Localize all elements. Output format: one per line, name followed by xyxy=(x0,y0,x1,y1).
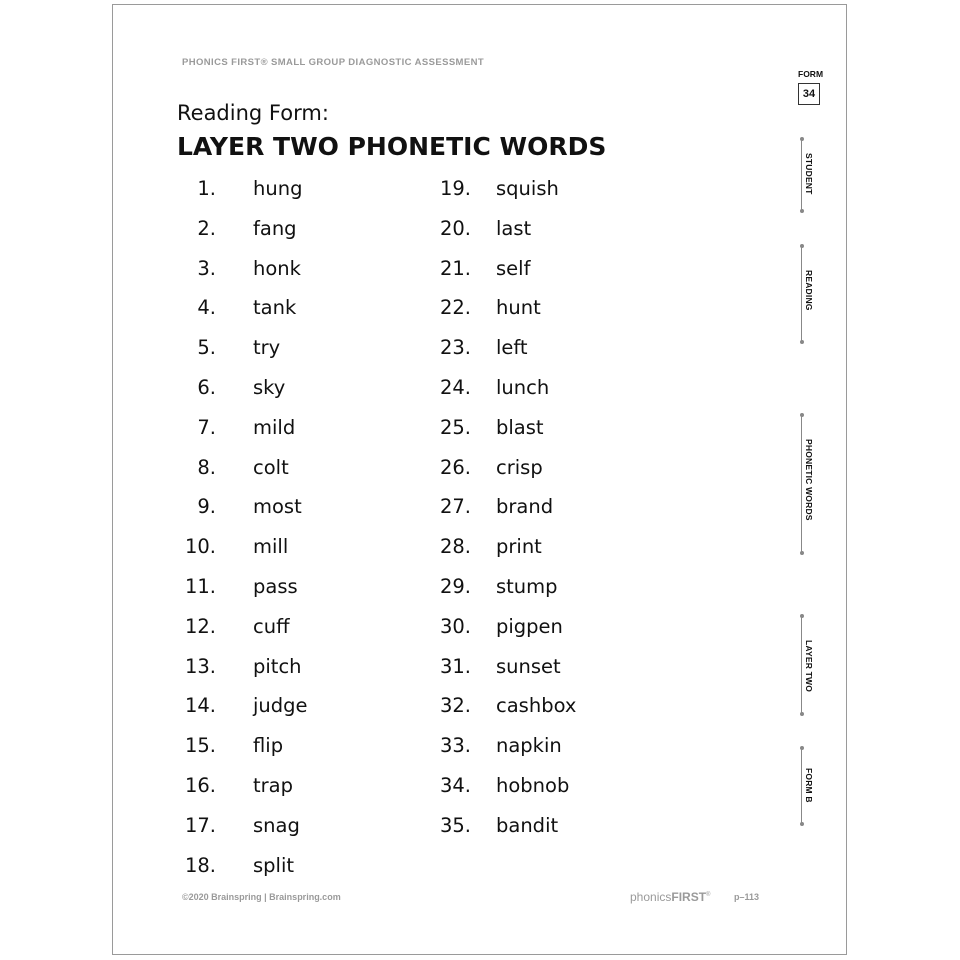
word-text: judge xyxy=(253,694,308,718)
word-number: 17. xyxy=(184,813,216,837)
word-number: 30. xyxy=(439,614,471,638)
word-text: blast xyxy=(496,415,544,439)
word-text: try xyxy=(253,336,281,360)
word-text: pass xyxy=(253,574,298,598)
word-number: 8. xyxy=(197,455,216,479)
word-number: 25. xyxy=(439,415,471,439)
word-text: cashbox xyxy=(496,694,577,718)
word-text: napkin xyxy=(496,734,562,758)
tab-phonetic-words xyxy=(801,415,815,553)
word-number: 23. xyxy=(439,336,471,360)
word-number: 11. xyxy=(184,574,216,598)
word-number: 35. xyxy=(439,813,471,837)
page-title: LAYER TWO PHONETIC WORDS xyxy=(177,132,607,161)
word-text: tank xyxy=(253,296,297,320)
tab-reading xyxy=(801,246,815,342)
word-number: 26. xyxy=(439,455,471,479)
word-text: hung xyxy=(253,177,303,200)
word-number: 24. xyxy=(439,375,471,399)
word-text: last xyxy=(496,216,532,240)
word-text: sky xyxy=(253,375,286,399)
word-number: 29. xyxy=(439,574,471,598)
word-number: 5. xyxy=(197,336,216,360)
tab-label-reading: READING xyxy=(804,270,814,311)
word-number: 12. xyxy=(184,614,216,638)
word-text: sunset xyxy=(496,654,561,678)
word-number: 19. xyxy=(439,177,471,200)
word-number: 9. xyxy=(197,495,216,519)
word-number: 31. xyxy=(439,654,471,678)
word-text: honk xyxy=(253,256,301,280)
word-number: 2. xyxy=(197,216,216,240)
worksheet-page xyxy=(112,4,847,955)
word-text: pigpen xyxy=(496,614,563,638)
word-number: 7. xyxy=(197,415,216,439)
word-text: brand xyxy=(496,495,554,519)
word-number: 33. xyxy=(439,734,471,758)
word-text: bandit xyxy=(496,813,559,837)
word-text: most xyxy=(253,495,302,519)
word-number: 14. xyxy=(184,694,216,718)
word-text: pitch xyxy=(253,654,302,678)
page-number: p–113 xyxy=(734,892,760,902)
brand-logo: phonicsFIRST® xyxy=(630,890,711,904)
word-number: 16. xyxy=(184,773,216,797)
form-number: 34 xyxy=(798,83,820,105)
word-number: 27. xyxy=(439,495,471,519)
assessment-header: PHONICS FIRST® SMALL GROUP DIAGNOSTIC ASSESSMENT xyxy=(182,57,485,68)
word-text: self xyxy=(496,256,531,280)
word-text: squish xyxy=(496,177,559,200)
word-text: hobnob xyxy=(496,773,570,797)
tab-label-student: STUDENT xyxy=(804,153,814,195)
word-text: cuff xyxy=(253,614,290,638)
word-text: trap xyxy=(253,773,293,797)
word-number: 3. xyxy=(197,256,216,280)
tab-form-b xyxy=(801,748,815,824)
word-text: crisp xyxy=(496,455,543,479)
word-text: mill xyxy=(253,535,289,559)
word-number: 28. xyxy=(439,535,471,559)
word-text: snag xyxy=(253,813,300,837)
word-text: print xyxy=(496,535,542,559)
word-number: 18. xyxy=(184,853,216,877)
word-text: lunch xyxy=(496,375,550,399)
copyright: ©2020 Brainspring | Brainspring.com xyxy=(182,892,341,902)
word-number: 15. xyxy=(184,734,216,758)
word-number: 21. xyxy=(439,256,471,280)
word-number: 20. xyxy=(439,216,471,240)
page-subtitle: Reading Form: xyxy=(177,101,329,125)
tab-student xyxy=(801,139,815,211)
word-number: 32. xyxy=(439,694,471,718)
tab-label-layer-two: LAYER TWO xyxy=(804,640,814,693)
tab-label-phonetic-words: PHONETIC WORDS xyxy=(804,439,814,521)
word-text: left xyxy=(496,336,528,360)
word-text: split xyxy=(253,853,295,877)
word-number: 10. xyxy=(184,535,216,559)
word-number: 6. xyxy=(197,375,216,399)
word-text: fang xyxy=(253,216,297,240)
word-number: 22. xyxy=(439,296,471,320)
tab-layer-two xyxy=(801,616,815,714)
word-text: hunt xyxy=(496,296,541,320)
word-text: mild xyxy=(253,415,296,439)
word-number: 1. xyxy=(197,177,216,200)
word-number: 4. xyxy=(197,296,216,320)
word-text: stump xyxy=(496,574,558,598)
word-number: 13. xyxy=(184,654,216,678)
form-label: FORM xyxy=(798,69,824,79)
word-text: flip xyxy=(253,734,284,758)
tab-label-form-b: FORM B xyxy=(804,768,814,803)
word-text: colt xyxy=(253,455,289,479)
word-number: 34. xyxy=(439,773,471,797)
